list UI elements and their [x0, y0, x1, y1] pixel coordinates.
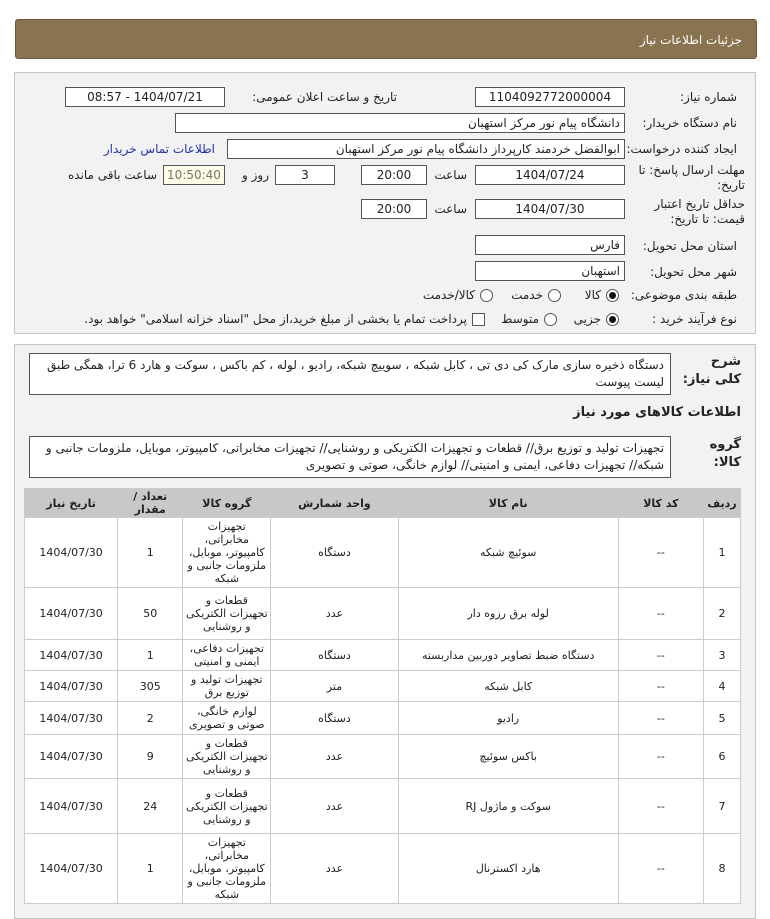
- cell-item-code: --: [618, 671, 703, 702]
- header-row-number: ردیف: [703, 489, 740, 518]
- cell-item-code: --: [618, 588, 703, 640]
- cell-unit: عدد: [271, 588, 398, 640]
- need-number-label: شماره نیاز:: [680, 90, 737, 104]
- table-row: [25, 588, 741, 640]
- cell-need-date: 1404/07/30: [25, 735, 118, 779]
- category-service-radio[interactable]: [548, 289, 561, 302]
- table-row: [25, 518, 741, 588]
- validity-label: حداقل تاریخ اعتبار قیمت: تا تاریخ:: [654, 197, 745, 226]
- cell-row-number: 5: [703, 702, 740, 735]
- items-table: [24, 488, 741, 904]
- cell-item-name: کابل شبکه: [398, 671, 618, 702]
- category-both-label: کالا/خدمت: [422, 288, 475, 302]
- deadline-time-field: 20:00: [361, 165, 427, 185]
- cell-row-number: 1: [703, 518, 740, 588]
- creator-field: ابوالفضل خردمند کارپرداز دانشگاه پیام نور مرکز استهبان: [227, 139, 625, 159]
- cell-need-date: 1404/07/30: [25, 702, 118, 735]
- cell-item-group: قطعات و تجهیزات الکتریکی و روشنایی: [183, 735, 271, 779]
- cell-need-date: 1404/07/30: [25, 834, 118, 904]
- cell-item-group: قطعات و تجهیزات الکتریکی و روشنایی: [183, 588, 271, 640]
- page-header: [15, 19, 757, 59]
- validity-time-label: ساعت: [434, 202, 467, 216]
- table-row: [25, 702, 741, 735]
- city-field: استهبان: [475, 261, 625, 281]
- table-body: [25, 518, 741, 904]
- validity-date-field: 1404/07/30: [475, 199, 625, 219]
- header-item-name: نام کالا: [398, 489, 618, 518]
- group-label: گروه کالا:: [709, 437, 741, 470]
- description-label: شرح کلی نیاز:: [682, 354, 741, 387]
- cell-unit: عدد: [271, 779, 398, 834]
- cell-item-group: لوازم خانگی، صوتی و تصویری: [183, 702, 271, 735]
- cell-item-code: --: [618, 518, 703, 588]
- remaining-time-field: 10:50:40: [163, 165, 225, 185]
- deadline-label: مهلت ارسال پاسخ: تا تاریخ:: [638, 163, 745, 192]
- header-unit: واحد شمارش: [271, 489, 398, 518]
- process-medium-label: متوسط: [501, 312, 539, 326]
- remaining-label: ساعت باقی مانده: [67, 168, 157, 182]
- page-title: جزئیات اطلاعات نیاز: [639, 33, 742, 47]
- cell-row-number: 2: [703, 588, 740, 640]
- table-header-row: [25, 489, 741, 518]
- province-label: استان محل تحویل:: [642, 239, 737, 253]
- cell-need-date: 1404/07/30: [25, 671, 118, 702]
- deadline-time-label: ساعت: [434, 168, 467, 182]
- announce-label: تاریخ و ساعت اعلان عمومی:: [252, 90, 397, 104]
- cell-item-group: تجهیزات دفاعی، ایمنی و امنیتی: [183, 640, 271, 671]
- cell-quantity: 50: [118, 588, 183, 640]
- cell-item-name: دستگاه ضبط تصاویر دوربین مداربسته: [398, 640, 618, 671]
- cell-unit: عدد: [271, 834, 398, 904]
- cell-unit: عدد: [271, 735, 398, 779]
- province-field: فارس: [475, 235, 625, 255]
- category-goods-label: کالا: [584, 288, 601, 302]
- category-both-radio[interactable]: [480, 289, 493, 302]
- cell-item-code: --: [618, 640, 703, 671]
- cell-item-group: تجهیزات تولید و توزیع برق: [183, 671, 271, 702]
- items-panel: [14, 344, 756, 919]
- cell-unit: دستگاه: [271, 702, 398, 735]
- description-row: [29, 353, 741, 395]
- buyer-contact-link[interactable]: اطلاعات تماس خریدار: [103, 142, 215, 156]
- need-number-field: 1104092772000004: [475, 87, 625, 107]
- process-label: نوع فرآیند خرید :: [652, 312, 737, 326]
- cell-need-date: 1404/07/30: [25, 588, 118, 640]
- cell-item-code: --: [618, 779, 703, 834]
- group-row: [29, 436, 741, 478]
- cell-unit: دستگاه: [271, 640, 398, 671]
- cell-quantity: 1: [118, 518, 183, 588]
- group-field: تجهیزات تولید و توزیع برق// قطعات و تجهیزات الکتریکی و روشنایی// تجهیزات مخابراتی، کامپیوتر، موبایل، ملزومات جانبی و شبکه// تجهیزات دفاعی، ایمنی و امنیتی// لوازم خانگی، صوتی و تصویری: [29, 436, 671, 478]
- buyer-field: دانشگاه پیام نور مرکز استهبان: [175, 113, 625, 133]
- cell-quantity: 2: [118, 702, 183, 735]
- table-row: [25, 779, 741, 834]
- cell-quantity: 1: [118, 834, 183, 904]
- cell-item-code: --: [618, 834, 703, 904]
- validity-time-field: 20:00: [361, 199, 427, 219]
- cell-quantity: 1: [118, 640, 183, 671]
- cell-item-name: هارد اکسترنال: [398, 834, 618, 904]
- cell-quantity: 9: [118, 735, 183, 779]
- deadline-date-field: 1404/07/24: [475, 165, 625, 185]
- table-row: [25, 834, 741, 904]
- category-service-label: خدمت: [511, 288, 543, 302]
- creator-label: ایجاد کننده درخواست:: [626, 142, 737, 156]
- process-minor-radio[interactable]: [606, 313, 619, 326]
- header-quantity: تعداد / مقدار: [118, 489, 183, 518]
- header-item-code: کد کالا: [618, 489, 703, 518]
- cell-need-date: 1404/07/30: [25, 518, 118, 588]
- cell-row-number: 3: [703, 640, 740, 671]
- cell-item-group: تجهیزات مخابراتی، کامپیوتر، موبایل، ملزومات جانبی و شبکه: [183, 834, 271, 904]
- cell-item-code: --: [618, 702, 703, 735]
- days-field: 3: [275, 165, 335, 185]
- cell-item-code: --: [618, 735, 703, 779]
- cell-unit: متر: [271, 671, 398, 702]
- process-minor-label: جزیی: [573, 312, 601, 326]
- header-item-group: گروه کالا: [183, 489, 271, 518]
- items-title: اطلاعات کالاهای مورد نیاز: [573, 405, 741, 420]
- cell-row-number: 4: [703, 671, 740, 702]
- city-label: شهر محل تحویل:: [650, 265, 737, 279]
- cell-quantity: 305: [118, 671, 183, 702]
- cell-item-name: لوله برق رزوه دار: [398, 588, 618, 640]
- buyer-label: نام دستگاه خریدار:: [642, 116, 737, 130]
- cell-row-number: 7: [703, 779, 740, 834]
- cell-item-group: تجهیزات مخابراتی، کامپیوتر، موبایل، ملزومات جانبی و شبکه: [183, 518, 271, 588]
- cell-item-name: رادیو: [398, 702, 618, 735]
- need-info-panel: [14, 72, 756, 334]
- category-label: طبقه بندی موضوعی:: [630, 288, 737, 302]
- treasury-payment-note: پرداخت تمام یا بخشی از مبلغ خرید،از محل "اسناد خزانه اسلامی" خواهد بود.: [84, 312, 467, 326]
- table-row: [25, 640, 741, 671]
- description-field: دستگاه ذخیره سازی مارک کی دی تی ، کابل شبکه ، سوییچ شبکه، رادیو ، لوله ، کم باکس ، سوکت و هارد 6 ترا، همگی طبق لیست پیوست: [29, 353, 671, 395]
- cell-row-number: 8: [703, 834, 740, 904]
- cell-need-date: 1404/07/30: [25, 640, 118, 671]
- announce-field: 1404/07/21 - 08:57: [65, 87, 225, 107]
- cell-item-name: سوئیچ شبکه: [398, 518, 618, 588]
- process-medium-radio[interactable]: [544, 313, 557, 326]
- cell-item-name: سوکت و ماژول RJ: [398, 779, 618, 834]
- cell-row-number: 6: [703, 735, 740, 779]
- category-goods-radio[interactable]: [606, 289, 619, 302]
- cell-need-date: 1404/07/30: [25, 779, 118, 834]
- table-row: [25, 735, 741, 779]
- cell-quantity: 24: [118, 779, 183, 834]
- days-label: روز و: [242, 168, 269, 182]
- cell-unit: دستگاه: [271, 518, 398, 588]
- treasury-payment-checkbox[interactable]: [472, 313, 485, 326]
- cell-item-name: باکس سوئیچ: [398, 735, 618, 779]
- table-row: [25, 671, 741, 702]
- header-need-date: تاریخ نیاز: [25, 489, 118, 518]
- cell-item-group: قطعات و تجهیزات الکتریکی و روشنایی: [183, 779, 271, 834]
